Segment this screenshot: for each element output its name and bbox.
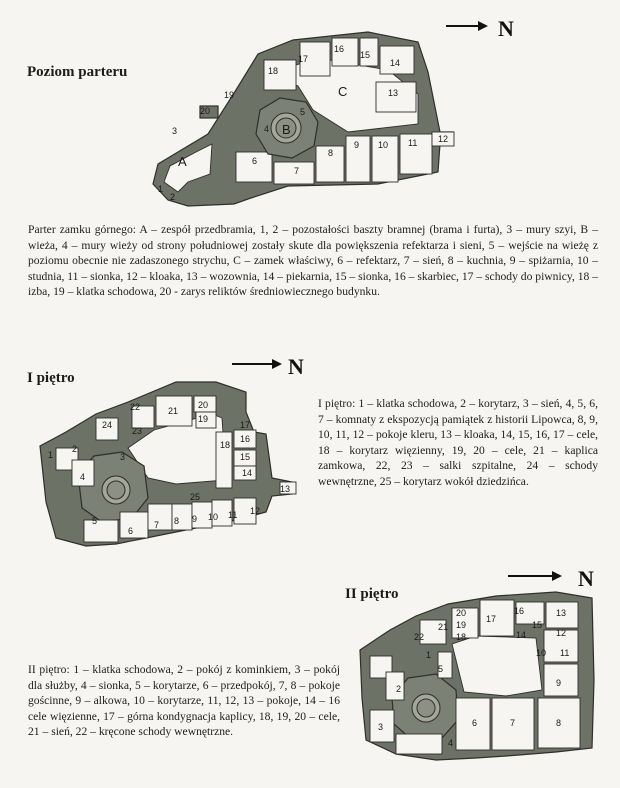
plan-label: 18	[456, 632, 467, 642]
ground-floor-plan	[148, 14, 514, 204]
north-symbol: N	[288, 354, 304, 379]
plan-label: 21	[438, 622, 449, 632]
plan-label: 4	[448, 738, 454, 748]
plan-label: 15	[360, 50, 371, 60]
plan-label: 7	[154, 520, 160, 530]
plan-label: 5	[92, 516, 98, 526]
plan-label: 3	[172, 126, 178, 136]
plan-label: 14	[390, 58, 401, 68]
plan-label: 17	[298, 54, 309, 64]
plan-label: 1	[48, 450, 54, 460]
plan-label: 16	[334, 44, 345, 54]
plan-label: 22	[414, 632, 425, 642]
plan-label: 13	[388, 88, 399, 98]
plan-label: 12	[556, 628, 567, 638]
first-floor-plan	[36, 352, 336, 548]
plan-label: 11	[408, 138, 418, 148]
plan-label: 7	[294, 166, 300, 176]
plan-label: 10	[208, 512, 219, 522]
plan-label: 22	[130, 402, 141, 412]
plan-label: 5	[300, 107, 306, 117]
north-arrow-icon	[446, 21, 488, 31]
plan-label: 18	[220, 440, 231, 450]
plan-label: 16	[240, 434, 251, 444]
plan-label: 2	[72, 444, 78, 454]
north-arrow-icon	[508, 571, 562, 581]
plan-label: 18	[268, 66, 279, 76]
plan-label: 13	[556, 608, 567, 618]
plan-label: 10	[536, 648, 547, 658]
plan-label: 11	[560, 648, 570, 658]
plan-label: 12	[250, 506, 261, 516]
plan-label: 6	[472, 718, 478, 728]
plan-label: 15	[532, 620, 543, 630]
plan-label: 12	[438, 134, 449, 144]
plan-label: 4	[80, 472, 86, 482]
second-floor-heading: II piętro	[345, 586, 399, 602]
north-symbol: N	[498, 16, 514, 41]
plan-label: 14	[242, 468, 253, 478]
plan-label: 6	[128, 526, 134, 536]
plan-label: C	[338, 84, 348, 99]
plan-label: 23	[132, 426, 143, 436]
north-symbol: N	[578, 566, 594, 591]
plan-label: 7	[510, 718, 516, 728]
plan-label: 8	[174, 516, 180, 526]
plan-label: 9	[556, 678, 562, 688]
plan-label: 9	[192, 514, 198, 524]
plan-label: 3	[378, 722, 384, 732]
ground-floor-heading: Poziom parteru	[27, 64, 128, 80]
plan-label: 21	[168, 406, 179, 416]
first-floor-caption: I piętro: 1 – klatka schodowa, 2 – korytarz, 3 – sień, 4, 5, 6, 7 – komnaty z ekspozycją pamiątek z historii Lipowca, 8, 9, 10, 11, 12 – pokoje kleru, 13 – kloaka, 14, 15, 16, 17 – cele, 18 – korytarz więzienny, 19, 20 – cele, 21 – kaplica zamkowa, 22, 23 – salki szpitalne, 24 – schody wewnętrzne, 25 – korytarz wokół dziedzińca.	[318, 397, 598, 488]
plan-label: 20	[200, 106, 211, 116]
plan-label: 5	[438, 664, 444, 674]
plan-label: 19	[224, 90, 235, 100]
plan-label: 6	[252, 156, 258, 166]
plan-label: 19	[198, 414, 209, 424]
plan-label: 1	[426, 650, 432, 660]
plan-label: A	[178, 154, 187, 169]
plan-label: B	[282, 122, 291, 137]
plan-label: 13	[280, 484, 291, 494]
plan-label: 15	[240, 452, 251, 462]
plan-label: 16	[514, 606, 525, 616]
plan-label: 20	[456, 608, 467, 618]
plan-label: 20	[198, 400, 209, 410]
second-floor-caption: II piętro: 1 – klatka schodowa, 2 – pokój z kominkiem, 3 – pokój dla służby, 4 – sionka, 5 – korytarze, 6 – przedpokój, 7, 8 – pokoje gościnne, 9 – alkowa, 10 – korytarze, 11, 12, 13 – pokoje, 14 – 16 cele więzienne, 17 – górna kondygnacja kaplicy, 18, 19, 20 – cele, 21 – sień, 22 – kręcone schody wewnętrzne.	[28, 663, 340, 739]
plan-label: 24	[102, 420, 113, 430]
plan-label: 3	[120, 452, 126, 462]
plan-label: 8	[328, 148, 334, 158]
plan-label: 17	[486, 614, 497, 624]
plan-label: 11	[228, 510, 238, 520]
plan-label: 2	[396, 684, 402, 694]
plan-label: 10	[378, 140, 389, 150]
plan-label: 1	[158, 184, 164, 194]
plan-label: 9	[354, 140, 360, 150]
plan-label: 17	[240, 420, 251, 430]
plan-label: 19	[456, 620, 467, 630]
plan-label: 8	[556, 718, 562, 728]
plan-label: 2	[170, 192, 176, 202]
first-floor-heading: I piętro	[27, 370, 75, 386]
plan-label: 4	[264, 124, 270, 134]
north-arrow-icon	[232, 359, 282, 369]
plan-label: 14	[516, 630, 527, 640]
second-floor-plan	[356, 568, 606, 768]
plan-label: 25	[190, 492, 201, 502]
ground-floor-caption: Parter zamku górnego: A – zespół przedbramia, 1, 2 – pozostałości baszty bramnej (brama i furta), 3 – mury szyi, B – wieża, 4 – mury wieży od strony południowej zostały skute dla powiększenia refektarza i sieni, 5 – wejście na wieżę z poziomu obecnie nie zadaszonego strychu, C – zamek właściwy, 6 – refektarz, 7 – sień, 8 – kuchnia, 9 – spiżarnia, 10 – studnia, 11 – sionka, 12 – kloaka, 13 – wozownia, 14 – piekarnia, 15 – sionka, 16 – skarbiec, 17 – schody do piwnicy, 18 – izba, 19 – klatka schodowa, 20 - zarys reliktów średniowiecznego budynku.	[28, 223, 598, 299]
